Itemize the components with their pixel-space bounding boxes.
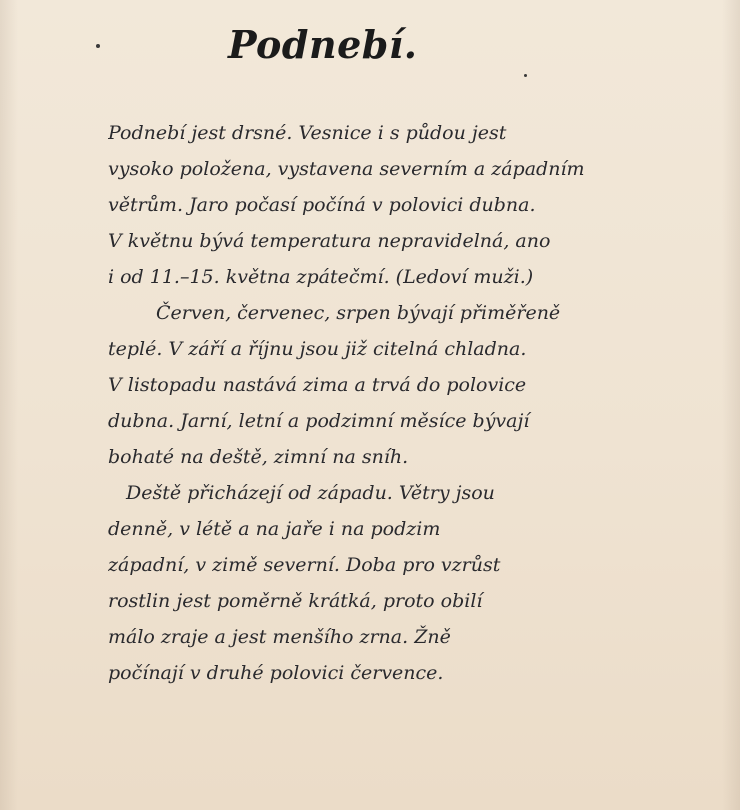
text-line: bohaté na deště, zimní na sníh.	[108, 446, 409, 468]
text-line: málo zraje a jest menšího zrna. Žně	[108, 626, 451, 648]
text-line: V listopadu nastává zima a trvá do polovice	[108, 374, 527, 396]
text-line: západní, v zimě severní. Doba pro vzrůst	[108, 554, 501, 576]
handwritten-text-body	[108, 115, 708, 691]
text-line: dubna. Jarní, letní a podzimní měsíce bývají	[108, 410, 530, 432]
ink-speck	[96, 44, 100, 48]
title-underline	[232, 76, 392, 78]
text-line: rostlin jest poměrně krátká, proto obilí	[108, 590, 483, 612]
text-line: vysoko položena, vystavena severním a západním	[108, 158, 585, 180]
text-line: Podnebí jest drsné. Vesnice i s půdou jest	[108, 122, 507, 144]
text-line: denně, v létě a na jaře i na podzim	[108, 518, 441, 540]
text-line: teplé. V září a říjnu jsou již citelná chladna.	[108, 338, 527, 360]
text-line: i od 11.–15. května zpátečmí. (Ledoví muži.)	[108, 266, 534, 288]
text-line: V květnu bývá temperatura nepravidelná, ano	[108, 230, 551, 252]
text-line: větrům. Jaro počasí počíná v polovici dubna.	[108, 194, 536, 216]
text-line: počínají v druhé polovici července.	[108, 662, 444, 684]
page-edge-shadow-right	[722, 0, 740, 810]
page-title: Podnebí.	[228, 22, 418, 67]
ink-speck	[524, 74, 527, 77]
text-line: Deště přicházejí od západu. Větry jsou	[126, 482, 495, 504]
page-edge-shadow-left	[0, 0, 18, 810]
text-line: Červen, červenec, srpen bývají přiměřeně	[156, 302, 561, 324]
